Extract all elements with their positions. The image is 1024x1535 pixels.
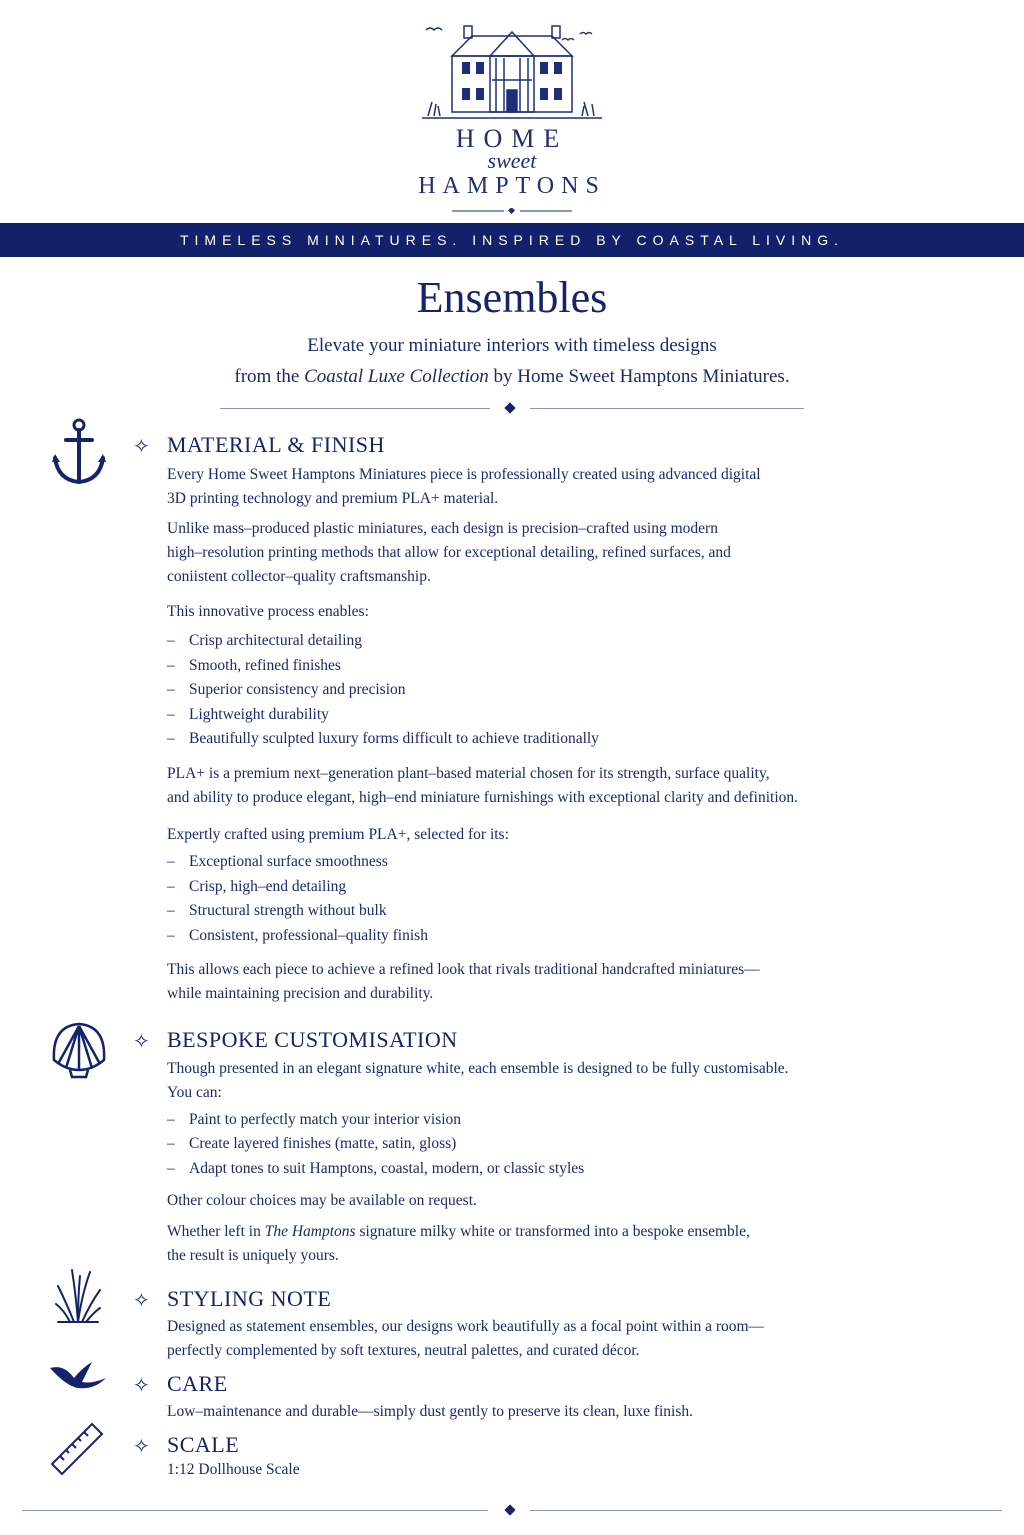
text-line: Every Home Sweet Hamptons Miniatures piece is professionally created using advanced digital xyxy=(167,466,761,483)
list-item: – Beautifully sculpted luxury forms difficult to achieve traditionally xyxy=(167,727,599,752)
text-line: PLA+ is a premium next–generation plant–based material chosen for its strength, surface quality, xyxy=(167,765,770,782)
list-item: – Structural strength without bulk xyxy=(167,899,428,924)
text-line: Unlike mass–produced plastic miniatures, each design is precision–crafted using modern xyxy=(167,520,718,537)
list-item: – Crisp, high–end detailing xyxy=(167,875,428,900)
list-item: – Create layered finishes (matte, satin, gloss) xyxy=(167,1132,584,1156)
customisation-options-list xyxy=(167,1108,584,1181)
text-line: Though presented in an elegant signature white, each ensemble is designed to be fully customisable. xyxy=(167,1060,789,1077)
text-line: high–resolution printing methods that allow for exceptional detailing, refined surfaces, and xyxy=(167,544,731,561)
brand-name-hamptons: HAMPTONS xyxy=(418,173,606,199)
text-line: This allows each piece to achieve a refined look that rivals traditional handcrafted miniatures— xyxy=(167,961,760,978)
brand-logo xyxy=(0,18,1024,128)
pla-benefits-list xyxy=(167,850,428,949)
brand-name-sweet: sweet xyxy=(487,148,537,173)
list-item: – Paint to perfectly match your interior vision xyxy=(167,1108,584,1132)
material-paragraph-5: Expertly crafted using premium PLA+, selected for its: xyxy=(167,826,509,843)
heading-material-finish: MATERIAL & FINISH xyxy=(167,432,385,457)
list-item: – Adapt tones to suit Hamptons, coastal, modern, or classic styles xyxy=(167,1157,584,1181)
seashell-icon xyxy=(50,1020,108,1080)
text-line xyxy=(167,1220,927,1244)
house-logo-icon xyxy=(412,18,612,128)
heading-bespoke-customisation: BESPOKE CUSTOMISATION xyxy=(167,1027,458,1052)
subtitle-text: from the xyxy=(234,366,305,387)
text-line: and ability to produce elegant, high–end miniature furnishings with exceptional clarity and definition. xyxy=(167,789,799,806)
text-italic: The Hamptons xyxy=(264,1223,356,1240)
custom-paragraph-1 xyxy=(167,1057,967,1105)
text-line: You can: xyxy=(167,1084,222,1101)
seagull-icon xyxy=(48,1358,108,1394)
tagline-banner: TIMELESS MINIATURES. INSPIRED BY COASTAL LIVING. xyxy=(0,223,1024,257)
anchor-icon xyxy=(50,418,108,488)
sparkle-icon: ✧ xyxy=(133,436,150,458)
heading-styling-note: STYLING NOTE xyxy=(167,1286,332,1311)
material-paragraph-3: This innovative process enables: xyxy=(167,603,369,620)
beach-grass-icon xyxy=(54,1266,102,1324)
sparkle-icon: ✧ xyxy=(133,1375,150,1397)
subtitle-text-end: by Home Sweet Hamptons Miniatures. xyxy=(488,366,790,387)
material-paragraph-1 xyxy=(167,463,927,511)
text-line: the result is uniquely yours. xyxy=(167,1247,339,1264)
subtitle-line-1: Elevate your miniature interiors with timeless designs xyxy=(307,335,717,356)
material-paragraph-6 xyxy=(167,958,927,1006)
sparkle-icon: ✧ xyxy=(133,1436,150,1458)
heading-care: CARE xyxy=(167,1371,228,1396)
sparkle-icon: ✧ xyxy=(133,1031,150,1053)
process-benefits-list xyxy=(167,629,599,752)
text-line: coniistent collector–quality craftsmanship. xyxy=(167,568,431,585)
collection-name: Coastal Luxe Collection xyxy=(304,366,489,387)
page-subtitle xyxy=(0,330,1024,392)
custom-paragraph-3 xyxy=(167,1220,927,1268)
custom-paragraph-2: Other colour choices may be available on request. xyxy=(167,1192,477,1209)
text-line: 3D printing technology and premium PLA+ material. xyxy=(167,490,499,507)
subtitle-line-2 xyxy=(0,361,1024,392)
list-item: – Exceptional surface smoothness xyxy=(167,850,428,875)
list-item: – Consistent, professional–quality finish xyxy=(167,924,428,949)
material-paragraph-2 xyxy=(167,517,927,589)
material-paragraph-4 xyxy=(167,762,967,810)
text-span: signature milky white or transformed into a bespoke ensemble, xyxy=(355,1223,750,1240)
styling-paragraph xyxy=(167,1315,927,1363)
text-line: Designed as statement ensembles, our designs work beautifully as a focal point within a room— xyxy=(167,1318,765,1335)
page-title: Ensembles xyxy=(416,273,608,322)
list-item: – Crisp architectural detailing xyxy=(167,629,599,654)
text-line: perfectly complemented by soft textures, neutral palettes, and curated décor. xyxy=(167,1342,640,1359)
care-paragraph: Low–maintenance and durable—simply dust gently to preserve its clean, luxe finish. xyxy=(167,1403,694,1420)
footer-divider xyxy=(0,1505,1024,1517)
sparkle-icon: ✧ xyxy=(133,1290,150,1312)
logo-divider xyxy=(452,208,572,214)
heading-scale: SCALE xyxy=(167,1432,240,1457)
section-divider xyxy=(0,403,1024,415)
text-line: while maintaining precision and durability. xyxy=(167,985,434,1002)
list-item: – Lightweight durability xyxy=(167,703,599,728)
list-item: – Smooth, refined finishes xyxy=(167,654,599,679)
ruler-icon xyxy=(48,1420,104,1476)
scale-paragraph: 1:12 Dollhouse Scale xyxy=(167,1461,300,1478)
brand-name-home: HOME xyxy=(455,124,569,153)
text-span: Whether left in xyxy=(167,1223,265,1240)
list-item: – Superior consistency and precision xyxy=(167,678,599,703)
